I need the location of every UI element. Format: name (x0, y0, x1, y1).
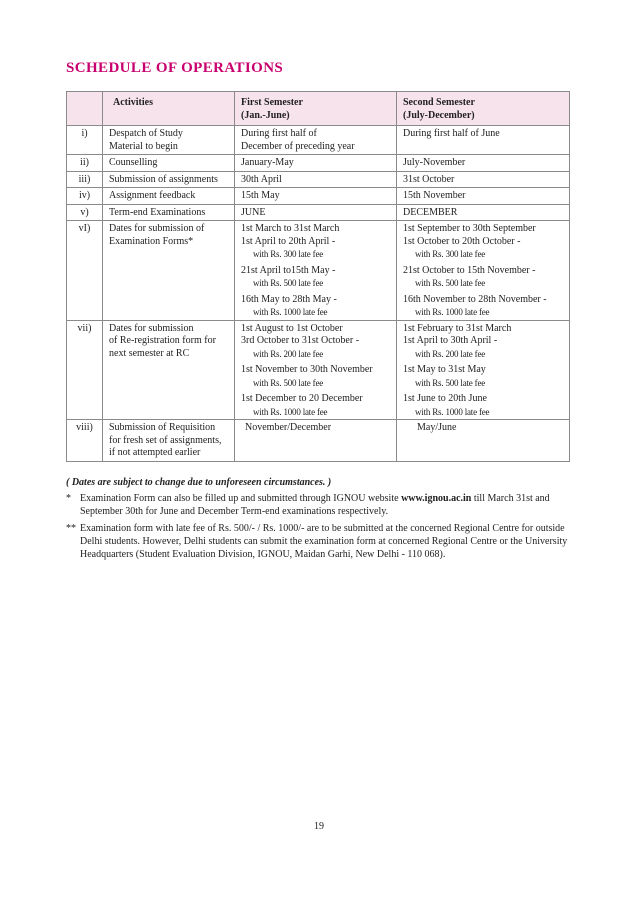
first-semester-cell: November/December (235, 420, 397, 462)
table-row: iv) Assignment feedback 15th May 15th November (67, 188, 570, 205)
second-semester-cell: 1st September to 30th September 1st October to 20th October - with Rs. 300 late fee 21st October to 15th November - with Rs. 500 late fee 16th November to 28th November - with Rs. 1000 late fee (397, 221, 570, 321)
footnote-double-star: ** Examination form with late fee of Rs. 500/- / Rs. 1000/- are to be submitted at the concerned Regional Centre for outside Delhi students. However, Delhi students can submit the examination form at concerned Regional Centre or the University Headquarters (Student Evaluation Division, IGNOU, Maidan Garhi, New Delhi - 110 068). (66, 523, 568, 560)
schedule-table (66, 91, 570, 462)
activity-cell: Assignment feedback (103, 188, 235, 205)
page-number: 19 (314, 821, 324, 832)
activity-cell: Despatch of Study Material to begin (103, 126, 235, 155)
table-row: viii) Submission of Requisition for fresh set of assignments, if not attempted earlier November/December May/June (67, 420, 570, 462)
first-semester-cell: JUNE (235, 204, 397, 221)
activity-cell: Dates for submission of Examination Forms* (103, 221, 235, 321)
first-semester-cell: 15th May (235, 188, 397, 205)
first-semester-cell: 1st March to 31st March 1st April to 20th April - with Rs. 300 late fee 21st April to15th May - with Rs. 500 late fee 16th May to 28th May - with Rs. 1000 late fee (235, 221, 397, 321)
second-semester-cell: DECEMBER (397, 204, 570, 221)
table-row: vii) Dates for submission of Re-registration form for next semester at RC 1st August to 1st October 3rd October to 31st October - with Rs. 200 late fee 1st November to 30th November with Rs. 500 late fee 1st December to 20 December with Rs. 1000 late fee 1st February to 31st March 1st April to 30th April - with Rs. 200 late fee 1st May to 31st May with Rs. 500 late fee 1st June to 20th June with Rs. 1000 late fee (67, 320, 570, 420)
table-row: v) Term-end Examinations JUNE DECEMBER (67, 204, 570, 221)
activity-cell: Submission of Requisition for fresh set of assignments, if not attempted earlier (103, 420, 235, 462)
header-first-semester: First Semester (Jan.-June) (235, 92, 397, 126)
footnotes (66, 476, 572, 565)
second-semester-cell: May/June (397, 420, 570, 462)
table-row: ii) Counselling January-May July-November (67, 155, 570, 172)
activity-cell: Dates for submission of Re-registration form for next semester at RC (103, 320, 235, 420)
table-row: vI) Dates for submission of Examination Forms* 1st March to 31st March 1st April to 20th April - with Rs. 300 late fee 21st April to15th May - with Rs. 500 late fee 16th May to 28th May - with Rs. 1000 late fee 1st September to 30th September 1st October to 20th October - with Rs. 300 late fee 21st October to 15th November - with Rs. 500 late fee 16th November to 28th November - with Rs. 1000 late fee (67, 221, 570, 321)
first-semester-cell: During first half of December of preceding year (235, 126, 397, 155)
table-row: iii) Submission of assignments 30th April 31st October (67, 171, 570, 188)
header-number (67, 92, 103, 126)
second-semester-cell: 1st February to 31st March 1st April to 30th April - with Rs. 200 late fee 1st May to 31st May with Rs. 500 late fee 1st June to 20th June with Rs. 1000 late fee (397, 320, 570, 420)
first-semester-cell: January-May (235, 155, 397, 172)
activity-cell: Counselling (103, 155, 235, 172)
header-second-semester: Second Semester (July-December) (397, 92, 570, 126)
second-semester-cell: 31st October (397, 171, 570, 188)
activity-cell: Submission of assignments (103, 171, 235, 188)
ignou-website-link: www.ignou.ac.in (401, 493, 472, 504)
first-semester-cell: 1st August to 1st October 3rd October to 31st October - with Rs. 200 late fee 1st November to 30th November with Rs. 500 late fee 1st December to 20 December with Rs. 1000 late fee (235, 320, 397, 420)
table-header-row (67, 92, 570, 126)
disclaimer-note: ( Dates are subject to change due to unforeseen circumstances. ) (66, 477, 332, 488)
header-activities: Activities (103, 92, 235, 126)
page-title: SCHEDULE OF OPERATIONS (66, 60, 284, 76)
activity-cell: Term-end Examinations (103, 204, 235, 221)
second-semester-cell: During first half of June (397, 126, 570, 155)
table-row: i) Despatch of Study Material to begin During first half of December of preceding year During first half of June (67, 126, 570, 155)
second-semester-cell: July-November (397, 155, 570, 172)
footnote-star: * Examination Form can also be filled up and submitted through IGNOU website www.ignou.ac.in till March 31st and September 30th for June and December Term-end examinations respectively. (66, 493, 550, 517)
first-semester-cell: 30th April (235, 171, 397, 188)
second-semester-cell: 15th November (397, 188, 570, 205)
